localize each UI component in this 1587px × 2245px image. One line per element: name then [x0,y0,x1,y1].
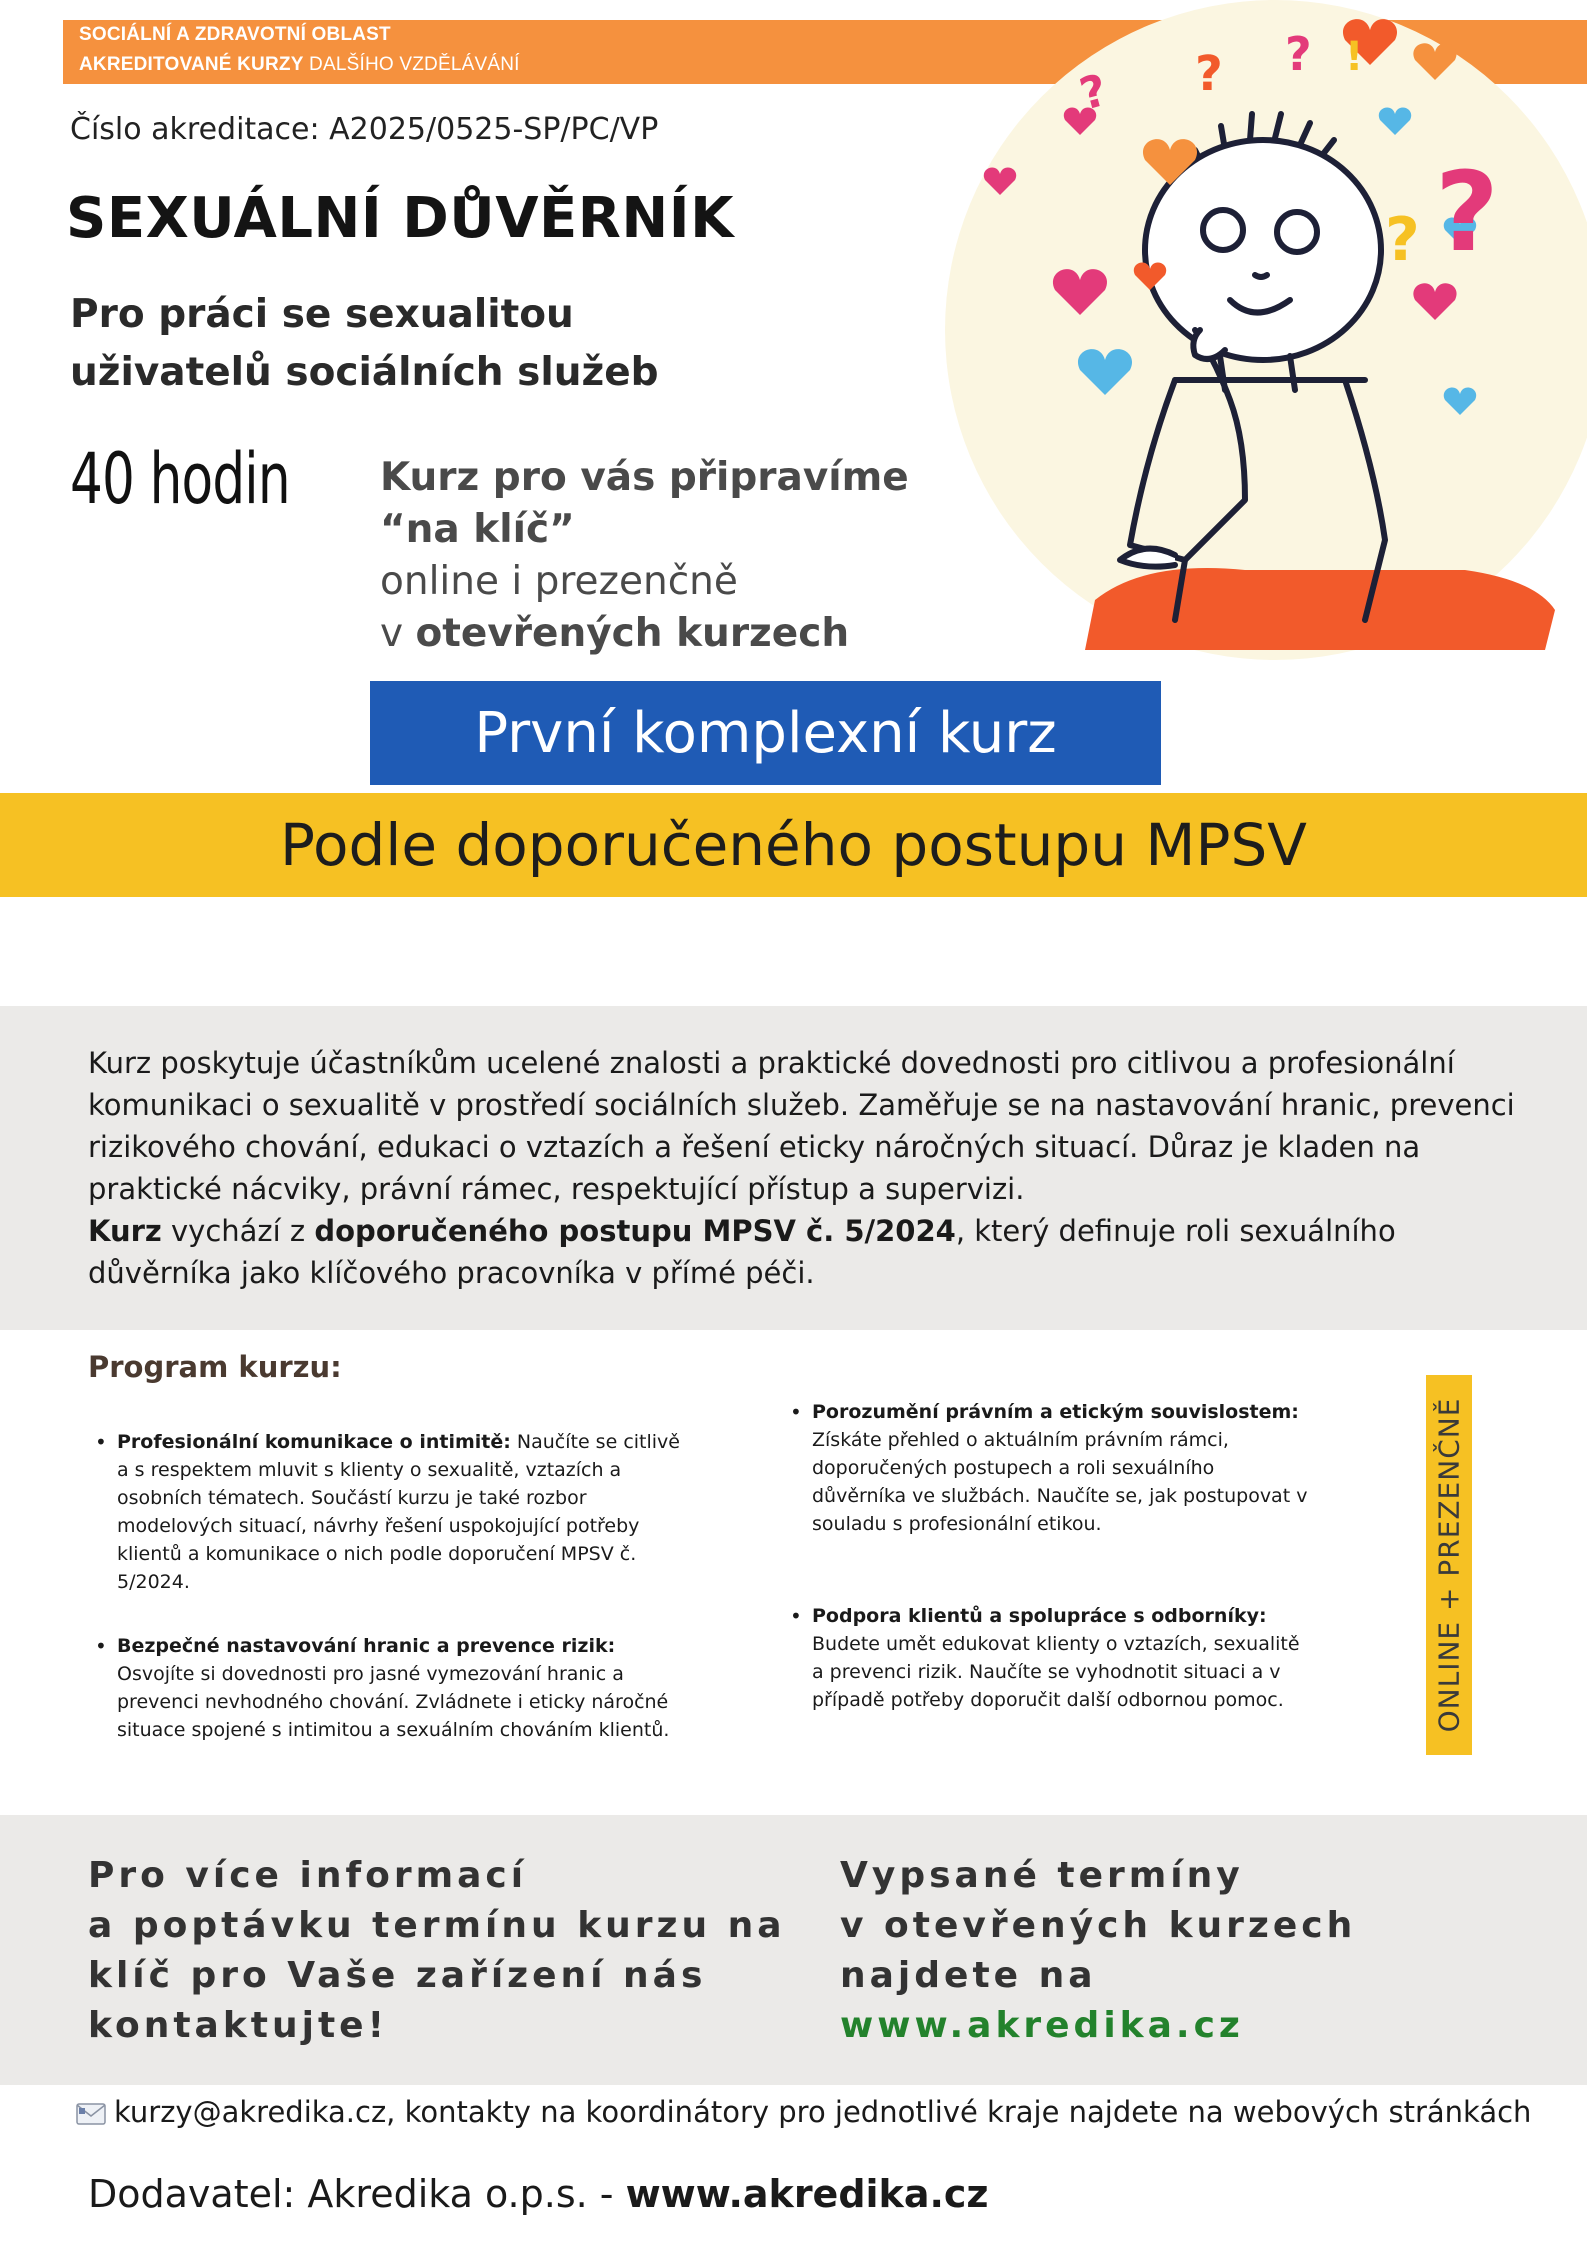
program-item-text: Naučíte se citlivě a s respektem mluvit s klienty o sexualitě, vztazích a osobních tématech. Součástí kurzu je také rozbor modelových situací, návrhy řešení uspokojující potřeby klientů a komunikace o nich podle doporučení MPSV č. 5/2024. [117,1431,680,1593]
supplier-prefix: Dodavatel: Akredika o.p.s. - [88,2172,626,2216]
bullet-icon: • [95,1634,107,1658]
offer-line3: online i prezenčně [380,559,738,604]
bullet-icon: • [790,1400,802,1424]
website-link[interactable]: www.akredika.cz [840,2005,1244,2046]
program-item [790,1602,1310,1714]
program-item-heading: Bezpečné nastavování hranic a prevence rizik: [117,1635,616,1657]
mpsv-banner: Podle doporučeného postupu MPSV [0,793,1587,897]
header-line2-bold: AKREDITOVANÉ KURZY [79,54,304,75]
header-line1: SOCIÁLNÍ A ZDRAVOTNÍ OBLAST [79,24,391,45]
email-text[interactable]: kurzy@akredika.cz, kontakty na koordinátory pro jednotlivé kraje najdete na webových stránkách [114,2095,1532,2129]
question-mark-icon: ? [1074,64,1113,121]
accreditation-number: Číslo akreditace: A2025/0525-SP/PC/VP [70,112,659,147]
right-eye-icon [1277,212,1317,252]
header-line2 [79,54,520,76]
description-rest: , který definuje roli sexuálního důvěrníka jako klíčového pracovníka v přímé péči. [88,1214,1396,1290]
contact-line: Pro více informací [88,1855,528,1896]
program-item [95,1428,695,1596]
program-item-heading: Porozumění právním a etickým souvislostem: [812,1401,1299,1423]
offer-line4-bold: otevřených kurzech [415,611,850,656]
program-item-heading: Profesionální komunikace o intimitě: [117,1431,511,1453]
subtitle-line1: Pro práci se sexualitou [70,292,574,337]
ground-shape [1085,568,1555,650]
offer-line4 [380,608,909,660]
supplier-link[interactable]: www.akredika.cz [625,2172,989,2216]
description-bold1: Kurz [88,1214,162,1248]
offer-line4-prefix: v [380,611,416,656]
open-courses-line: v otevřených kurzech [840,1905,1357,1946]
description-paragraph: Kurz poskytuje účastníkům ucelené znalosti a praktické dovednosti pro citlivou a profesionální komunikaci o sexualitě v prostředí sociálních služeb. Zaměřuje se na nastavování hranic, prevenci rizikového chování, edukaci o vztazích a řešení eticky náročných situací. Důraz je kladen na praktické nácviky, právní rámec, respektující přístup a supervizi. [88,1046,1515,1206]
program-item-text: Budete umět edukovat klienty o vztazích, sexualitě a prevenci rizik. Naučíte se vyhodnotit situaci a v případě potřeby doporučit další odbornou pomoc. [812,1633,1300,1711]
subtitle [70,286,659,402]
contact-info [88,1851,786,2051]
program-item-text: Získáte přehled o aktuálním právním rámci, doporučených postupech a roli sexuálního důvěrníka ve službách. Naučíte se, jak postupovat v souladu s profesionální etikou. [812,1429,1308,1535]
contact-line: kontaktujte! [88,2005,388,2046]
question-mark-icon: ? [1195,46,1223,102]
thinking-person-illustration [945,0,1587,660]
offer-line1: Kurz pro vás připravíme [380,455,909,500]
open-courses-line: Vypsané termíny [840,1855,1244,1896]
question-mark-icon: ! [1345,34,1364,80]
contact-section [0,1815,1587,2085]
header-line2-rest: DALŠÍHO VZDĚLÁVÁNÍ [303,54,520,75]
description-mid: vychází z [161,1214,315,1248]
open-courses-info [840,1851,1356,2051]
question-mark-icon: ? [1385,205,1420,275]
bullet-icon: • [95,1430,107,1454]
online-badge-label: ONLINE + PREZENČNĚ [1432,1397,1466,1733]
left-eye-icon [1203,210,1243,250]
program-item-heading: Podpora klientů a spolupráce s odborníky: [812,1605,1267,1627]
program-title: Program kurzu: [88,1350,342,1384]
course-hours: 40 hodin [70,438,290,520]
program-item [95,1632,695,1744]
page-title: SEXUÁLNÍ DŮVĚRNÍK [66,186,735,251]
description-text [88,1042,1518,1294]
open-courses-line: najdete na [840,1955,1097,1996]
description-bold2: doporučeného postupu MPSV č. 5/2024 [314,1214,956,1248]
program-item [790,1398,1310,1538]
offer-text [380,452,909,660]
envelope-icon [76,2103,106,2125]
online-badge [1426,1375,1472,1755]
question-mark-icon: ? [1285,27,1312,81]
email-line [76,2095,1531,2129]
contact-line: a poptávku termínu kurzu na [88,1905,786,1946]
bullet-icon: • [790,1604,802,1628]
first-course-banner: První komplexní kurz [370,681,1161,785]
question-mark-icon: ? [1435,148,1499,276]
program-item-text: Osvojíte si dovednosti pro jasné vymezování hranic a prevenci nevhodného chování. Zvládnete i eticky náročné situace spojené s intimitou a sexuálním chováním klientů. [117,1663,670,1741]
offer-line2: “na klíč” [380,507,575,552]
supplier-line [88,2172,989,2216]
contact-line: klíč pro Vaše zařízení nás [88,1955,707,1996]
subtitle-line2: uživatelů sociálních služeb [70,350,659,395]
description-section [0,1006,1587,1330]
